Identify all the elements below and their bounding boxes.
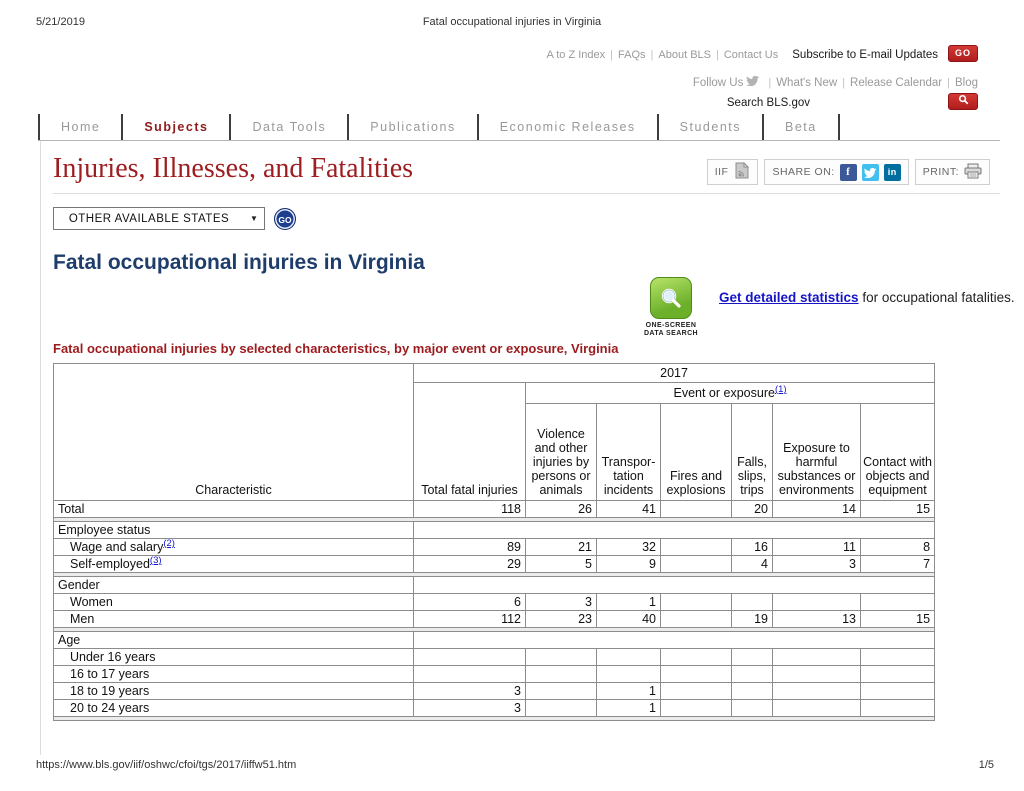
tab-publications[interactable]: Publications — [349, 114, 478, 140]
cell: 1 — [597, 700, 661, 717]
row-label: Wage and salary$^{(2)}$ — [54, 539, 414, 556]
link-faqs[interactable]: FAQs — [618, 49, 646, 61]
table-row — [54, 683, 935, 700]
column-header-contact: Contact with objects and equipment — [861, 404, 935, 501]
page-title: Fatal occupational injuries in Virginia — [53, 251, 425, 274]
print-box[interactable] — [915, 159, 990, 185]
tab-data-tools[interactable]: Data Tools — [231, 114, 349, 140]
cell: 26 — [526, 501, 597, 518]
release-calendar-link[interactable]: Release Calendar — [850, 77, 943, 90]
cell — [661, 539, 732, 556]
cell — [773, 666, 861, 683]
masthead — [53, 151, 1000, 185]
group-label: Gender — [54, 577, 414, 594]
table-row — [54, 556, 935, 573]
column-header-total: Total fatal injuries — [414, 383, 526, 501]
cell: 3 — [414, 700, 526, 717]
group-empty-cell — [414, 522, 935, 539]
footnote-link-1[interactable]: (1) — [774, 383, 787, 395]
cell: 29 — [414, 556, 526, 573]
whats-new-link[interactable]: What's New — [776, 77, 838, 90]
iif-label: IIF — [714, 166, 729, 178]
cell — [661, 501, 732, 518]
cell: 20 — [732, 501, 773, 518]
cell — [861, 649, 935, 666]
search-input[interactable]: Search BLS.gov — [726, 97, 810, 109]
cell: 15 — [861, 501, 935, 518]
rss-doc-icon — [733, 162, 750, 182]
link-about-bls[interactable]: About BLS — [658, 49, 711, 61]
share-box — [764, 159, 908, 185]
cell — [661, 683, 732, 700]
tab-home[interactable]: Home — [38, 114, 123, 140]
row-label: Total — [54, 501, 414, 518]
cell — [732, 683, 773, 700]
subscribe-email-label: Subscribe to E-mail Updates — [792, 49, 938, 61]
cell: 4 — [732, 556, 773, 573]
year-header: 2017 — [414, 364, 935, 383]
cell: 1 — [597, 683, 661, 700]
group-empty-cell — [414, 577, 935, 594]
link-contact-us[interactable]: Contact Us — [723, 49, 779, 61]
table-row — [54, 611, 935, 628]
print-doc-title: Fatal occupational injuries in Virginia — [422, 16, 602, 28]
cell — [773, 683, 861, 700]
facebook-icon[interactable]: f — [840, 164, 857, 181]
cell: 5 — [526, 556, 597, 573]
twitter-bird-icon — [746, 73, 760, 90]
cell — [661, 611, 732, 628]
dropdown-value: OTHER AVAILABLE STATES — [68, 212, 230, 225]
cell: 7 — [861, 556, 935, 573]
cell — [732, 594, 773, 611]
cell — [597, 666, 661, 683]
blog-link[interactable]: Blog — [954, 77, 978, 90]
data-search-magnifier-icon[interactable] — [650, 277, 692, 319]
characteristic-header: Characteristic — [54, 364, 414, 501]
cell — [773, 649, 861, 666]
cell — [732, 700, 773, 717]
tab-students[interactable]: Students — [659, 114, 764, 140]
cell: 13 — [773, 611, 861, 628]
share-on-label: SHARE ON: — [772, 166, 835, 178]
data-table-container — [53, 363, 937, 737]
cell — [526, 666, 597, 683]
column-header-falls: Falls, slips, trips — [732, 404, 773, 501]
cell: 9 — [597, 556, 661, 573]
cell — [661, 666, 732, 683]
cell — [526, 700, 597, 717]
heading-divider — [53, 193, 1000, 194]
group-header-row — [54, 522, 935, 539]
primary-nav — [38, 114, 1000, 141]
search-bar — [727, 93, 978, 111]
follow-us-link[interactable]: Follow Us — [692, 77, 744, 90]
column-header-violence: Violence and other injuries by persons or animals — [526, 404, 597, 501]
cell — [861, 700, 935, 717]
table-row — [54, 666, 935, 683]
group-header-row — [54, 577, 935, 594]
group-header-row — [54, 632, 935, 649]
separator: | — [768, 77, 772, 90]
state-selector-row — [53, 207, 1000, 230]
other-states-dropdown[interactable] — [53, 207, 265, 230]
row-label: 18 to 19 years — [54, 683, 414, 700]
detailed-stats-block — [639, 277, 1015, 338]
footnote-link-3[interactable]: (3) — [149, 554, 162, 566]
separator: | — [715, 49, 719, 61]
cell — [732, 666, 773, 683]
row-label: 20 to 24 years — [54, 700, 414, 717]
cell — [661, 556, 732, 573]
row-label: Under 16 years — [54, 649, 414, 666]
cell — [861, 594, 935, 611]
cell — [526, 683, 597, 700]
row-label: 16 to 17 years — [54, 666, 414, 683]
cell — [414, 649, 526, 666]
table-row — [54, 539, 935, 556]
search-button[interactable] — [948, 93, 978, 110]
print-label: PRINT: — [922, 166, 959, 178]
cell — [597, 649, 661, 666]
utility-bar-follow — [693, 73, 978, 91]
table-row — [54, 594, 935, 611]
cell — [526, 649, 597, 666]
state-go-button[interactable]: GO — [274, 208, 296, 230]
column-header-exposure: Exposure to harmful substances or environments — [773, 404, 861, 501]
cell: 32 — [597, 539, 661, 556]
separator: | — [947, 77, 950, 90]
section-heading: Injuries, Illnesses, and Fatalities — [53, 153, 414, 184]
cell — [861, 666, 935, 683]
group-empty-cell — [414, 632, 935, 649]
cell — [414, 666, 526, 683]
cell — [661, 700, 732, 717]
cell: 19 — [732, 611, 773, 628]
cell: 8 — [861, 539, 935, 556]
cell — [661, 594, 732, 611]
cell: 16 — [732, 539, 773, 556]
row-label: Women — [54, 594, 414, 611]
linkedin-icon[interactable]: in — [884, 164, 901, 181]
table-row — [54, 501, 935, 518]
tab-subjects[interactable]: Subjects — [123, 114, 231, 140]
cell — [732, 649, 773, 666]
separator: | — [610, 49, 614, 61]
utility-bar-top — [546, 45, 978, 63]
cell — [861, 683, 935, 700]
tab-beta[interactable]: Beta — [764, 114, 840, 140]
search-icon — [958, 94, 969, 105]
get-detailed-statistics-link[interactable]: Get detailed statistics — [719, 290, 859, 305]
icon-caption-line2: DATA SEARCH — [643, 330, 699, 337]
group-label: Employee status — [54, 522, 414, 539]
cell: 21 — [526, 539, 597, 556]
footnote-link-2[interactable]: (2) — [163, 537, 175, 549]
cell: 40 — [597, 611, 661, 628]
cell: 15 — [861, 611, 935, 628]
row-label: Men — [54, 611, 414, 628]
section-spacer — [54, 717, 935, 721]
print-footer-page-number: 1/5 — [978, 759, 994, 771]
separator: | — [650, 49, 654, 61]
print-date: 5/21/2019 — [36, 16, 85, 28]
cell: 3 — [773, 556, 861, 573]
table-title: Fatal occupational injuries by selected characteristics, by major event or exposure, Virginia — [53, 341, 619, 356]
link-a-to-z-index[interactable]: A to Z Index — [546, 49, 606, 61]
printer-icon — [964, 163, 982, 182]
print-footer-url: https://www.bls.gov/iif/oshwc/cfoi/tgs/2017/iiffw51.htm — [36, 759, 297, 771]
cell: 1 — [597, 594, 661, 611]
cell: 112 — [414, 611, 526, 628]
column-header-fires: Fires and explosions — [661, 404, 732, 501]
row-label: Self-employed$^{(3)}$ — [54, 556, 414, 573]
separator: | — [842, 77, 846, 90]
cell: 3 — [414, 683, 526, 700]
twitter-icon[interactable] — [862, 164, 879, 181]
cell: 14 — [773, 501, 861, 518]
cell: 11 — [773, 539, 861, 556]
cell: 3 — [526, 594, 597, 611]
detailed-stats-rest-text: for occupational fatalities. — [858, 290, 1015, 305]
table-row — [54, 700, 935, 717]
cell: 118 — [414, 501, 526, 518]
icon-caption-line1: ONE-SCREEN — [645, 322, 697, 329]
table-row — [54, 649, 935, 666]
column-header-transportation: Transpor-tation incidents — [597, 404, 661, 501]
fatalities-table — [53, 363, 935, 721]
cell: 23 — [526, 611, 597, 628]
event-exposure-header: Event or exposure$^{(1)}$ — [526, 383, 935, 404]
tab-economic-releases[interactable]: Economic Releases — [479, 114, 659, 140]
iif-rss-box[interactable] — [707, 159, 759, 185]
cell — [773, 594, 861, 611]
cell: 41 — [597, 501, 661, 518]
group-label: Age — [54, 632, 414, 649]
chevron-down-icon: ▼ — [250, 214, 258, 223]
cell — [773, 700, 861, 717]
cell: 89 — [414, 539, 526, 556]
cell: 6 — [414, 594, 526, 611]
content-area — [40, 141, 1015, 755]
cell — [661, 649, 732, 666]
masthead-icons — [707, 159, 990, 185]
subscribe-go-button[interactable]: GO — [948, 45, 978, 62]
one-screen-search-widget — [639, 277, 703, 338]
